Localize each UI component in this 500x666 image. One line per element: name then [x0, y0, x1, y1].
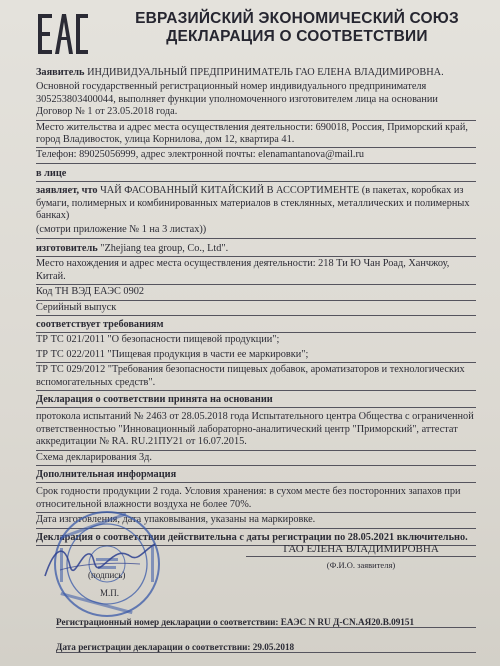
product-appendix: (смотри приложение № 1 на 3 листах)) [36, 223, 476, 238]
applicant-ogrn: Основной государственный регистрационный номер индивидуального предпринимателя 305253803400044, выполняет функции уполномоченного изготовителем лица на основании Договор № 1 от 23.05.2018 года. [36, 80, 476, 120]
applicant-address: Место жительства и адрес места осуществления деятельности: 690018, Россия, Приморский край, город Владивосток, улица Корнилова, дом 12, квартира 41. [36, 121, 476, 149]
registration-date-label: Дата регистрации декларации о соответствии: [56, 642, 251, 652]
basis-label: Декларация о соответствии принята на основании [36, 391, 476, 408]
product-name: ЧАЙ ФАСОВАННЫЙ КИТАЙСКИЙ В АССОРТИМЕНТЕ [100, 185, 360, 197]
fio-caption: (Ф.И.О. заявителя) [326, 560, 396, 570]
requirement-item: ТР ТС 029/2012 "Требования безопасности пищевых добавок, ароматизаторов и технологических вспомогательных средств". [36, 363, 476, 391]
shelf-life: Срок годности продукции 2 года. Условия хранения: в сухом месте без посторонних запахов при относительной влажности воздуха не более 70%. [36, 483, 476, 513]
declaration-scheme: Схема декларирования 3д. [36, 451, 476, 466]
registration-number-line [56, 617, 476, 628]
signature-label: (подпись) [88, 570, 126, 580]
declares-label: заявляет, что [36, 185, 98, 197]
test-protocol: протокола испытаний № 2463 от 28.05.2018 года Испытательного центра Общества с ограниченной ответственностью "Инновационный лабораторно-аналитический центр "Приморский", аттестат аккредитации № RA. RU.21ПУ21 от 16.07.2015. [36, 408, 476, 450]
requirements-label: соответствует требованиям [36, 316, 476, 333]
additional-label: Дополнительная информация [36, 466, 476, 483]
production-dates: Дата изготовления, дата упаковывания, указаны на маркировке. [36, 513, 476, 528]
requirement-item: ТР ТС 021/2011 "О безопасности пищевой продукции"; [36, 334, 280, 346]
applicant-label: Заявитель [36, 67, 85, 78]
product-packaging: (в пакетах, коробках из бумаги, полимерных и комбинированных материалов в стеклянных, металлических и полимерных банках) [36, 185, 470, 222]
registration-number-label: Регистрационный номер декларации о соответствии: [56, 617, 279, 627]
document-header [122, 10, 472, 46]
serial-release: Серийный выпуск [36, 301, 476, 316]
manufacturer-name: "Zhejiang tea group, Co., Ltd". [100, 242, 229, 254]
manufacturer-address: Место нахождения и адрес места осуществления деятельности: 218 Ти Ю Чан Роад, Ханчжоу, Китай. [36, 257, 476, 285]
applicant-signature-name: ГАО ЕЛЕНА ВЛАДИМИРОВНА [246, 543, 476, 557]
requirement-item: ТР ТС 022/2011 "Пищевая продукция в части ее маркировки"; [36, 348, 476, 363]
tn-ved-code: Код ТН ВЭД ЕАЭС 0902 [36, 285, 476, 300]
manufacturer-line [36, 239, 476, 257]
header-declaration-title: ДЕКЛАРАЦИЯ О СООТВЕТСТВИИ [166, 28, 428, 45]
applicant-name: ИНДИВИДУАЛЬНЫЙ ПРЕДПРИНИМАТЕЛЬ ГАО ЕЛЕНА ВЛАДИМИРОВНА. [87, 67, 444, 78]
validity-statement: Декларация о соответствии действительна с даты регистрации по 28.05.2021 включительно. [36, 529, 476, 546]
registration-number: ЕАЭС N RU Д-CN.АЯ20.В.09151 [280, 617, 415, 627]
manufacturer-label: изготовитель [36, 242, 98, 254]
stamp-mp-label: М.П. [100, 588, 120, 598]
registration-date-line [56, 642, 476, 653]
applicant-line [36, 66, 476, 80]
in-person: в лице [36, 164, 476, 182]
header-union-title: ЕВРАЗИЙСКИЙ ЭКОНОМИЧЕСКИЙ СОЮЗ [135, 10, 459, 27]
declaration-body [36, 66, 476, 546]
registration-date: 29.05.2018 [252, 642, 295, 652]
eac-logo [38, 12, 88, 56]
product-line [36, 182, 476, 223]
applicant-contacts: Телефон: 89025056999, адрес электронной почты: elenamantanova@mail.ru [36, 148, 476, 163]
